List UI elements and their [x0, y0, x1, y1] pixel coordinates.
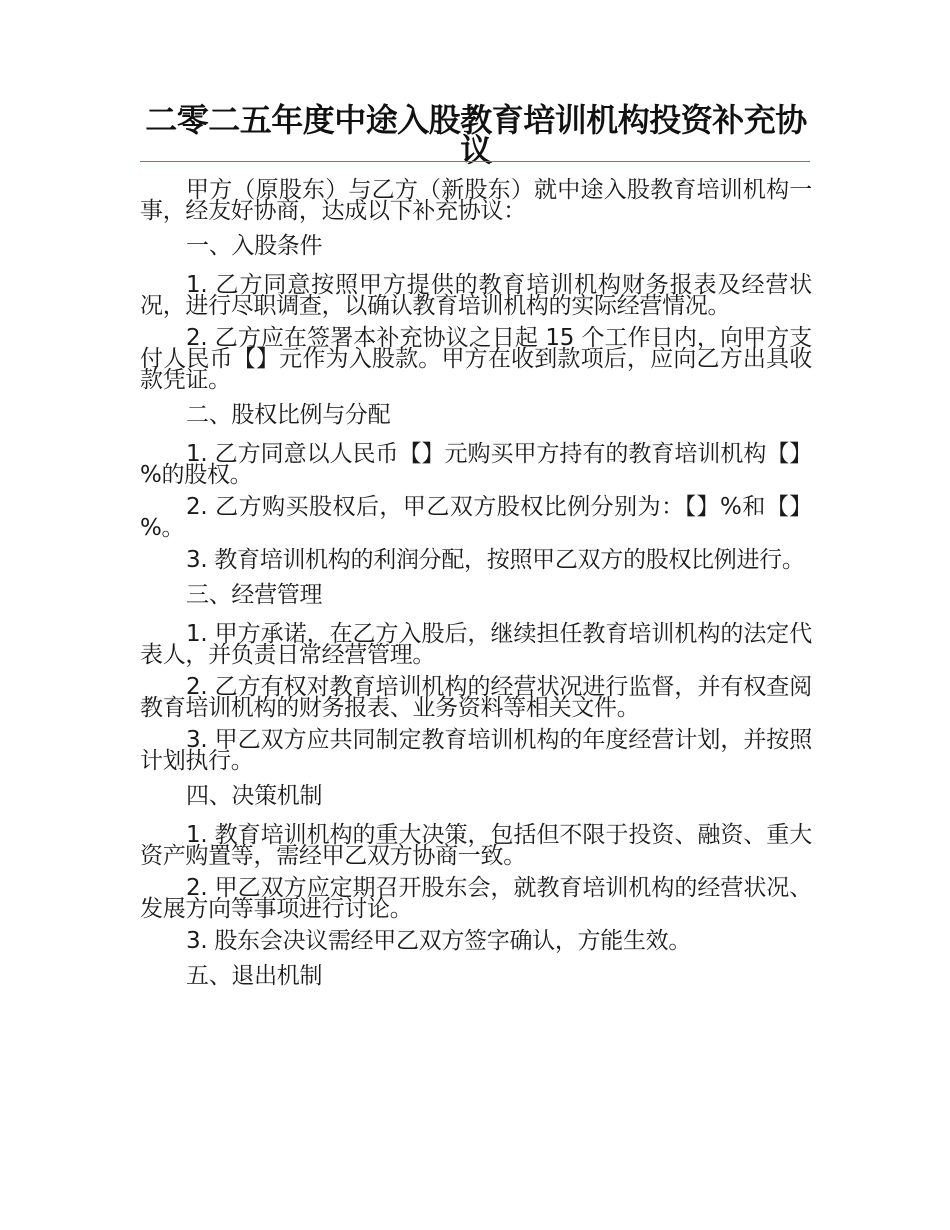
section-heading: 二、股权比例与分配: [186, 402, 391, 428]
clause-paragraph: 3. 股东会决议需经甲乙双方签字确认，方能生效。: [186, 928, 692, 954]
clause-paragraph: 3. 教育培训机构的利润分配，按照甲乙双方的股权比例进行。: [186, 547, 805, 573]
clause-paragraph: 2. 乙方有权对教育培训机构的经营状况进行监督，并有权查阅教育培训机构的财务报表、业务资料等相关文件。: [140, 674, 812, 721]
intro-paragraph: 甲方（原股东）与乙方（新股东）就中途入股教育培训机构一事，经友好协商，达成以下补充协议：: [140, 177, 812, 224]
clause-paragraph: 2. 乙方应在签署本补充协议之日起 15 个工作日内，向甲方支付人民币【】元作为入股款。甲方在收到款项后，应向乙方出具收款凭证。: [140, 325, 812, 393]
clause-paragraph: 1. 乙方同意按照甲方提供的教育培训机构财务报表及经营状况，进行尽职调查，以确认教育培训机构的实际经营情况。: [140, 272, 812, 319]
title-divider: [140, 161, 810, 162]
clause-paragraph: 3. 甲乙双方应共同制定教育培训机构的年度经营计划，并按照计划执行。: [140, 727, 812, 774]
section-heading: 五、退出机制: [186, 963, 323, 989]
section-heading: 一、入股条件: [186, 233, 323, 259]
clause-paragraph: 1. 甲方承诺，在乙方入股后，继续担任教育培训机构的法定代表人，并负责日常经营管理。: [140, 621, 812, 668]
clause-paragraph: 2. 乙方购买股权后，甲乙双方股权比例分别为：【】%和【】%。: [140, 494, 812, 541]
section-heading: 三、经营管理: [186, 582, 323, 608]
document-title: 二零二五年度中途入股教育培训机构投资补充协议: [145, 101, 807, 169]
clause-paragraph: 1. 教育培训机构的重大决策，包括但不限于投资、融资、重大资产购置等，需经甲乙双方协商一致。: [140, 822, 812, 869]
clause-paragraph: 1. 乙方同意以人民币【】元购买甲方持有的教育培训机构【】%的股权。: [140, 441, 812, 488]
clause-paragraph: 2. 甲乙双方应定期召开股东会，就教育培训机构的经营状况、发展方向等事项进行讨论。: [140, 875, 812, 922]
section-heading: 四、决策机制: [186, 783, 323, 809]
document-body: [140, 177, 812, 1005]
